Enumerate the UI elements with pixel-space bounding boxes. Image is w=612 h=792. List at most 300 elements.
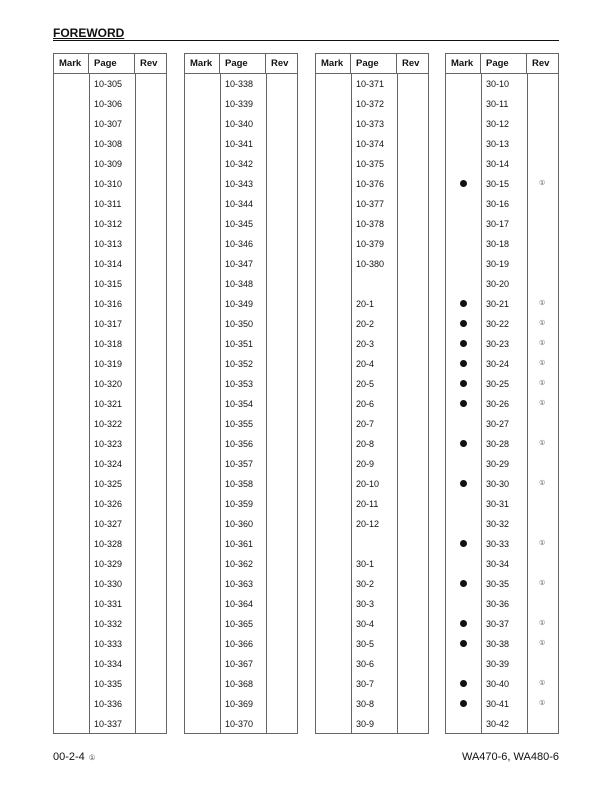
mark-cell — [316, 454, 351, 474]
mark-cell — [446, 194, 481, 214]
table-header — [185, 54, 297, 74]
page-cell — [356, 274, 396, 294]
mark-cell — [446, 254, 481, 274]
mark-cell — [316, 374, 351, 394]
page-cell: 10-334 — [94, 659, 123, 669]
rev-cell — [147, 74, 167, 94]
page-cell: 10-350 — [225, 319, 254, 329]
mark-cell — [54, 114, 89, 134]
rev-cell — [147, 154, 167, 174]
rev-cell — [278, 74, 298, 94]
page-cell: 10-326 — [94, 499, 123, 509]
table-row — [446, 134, 558, 154]
table-row — [54, 374, 166, 394]
page-column-header: Page — [220, 54, 266, 74]
mark-cell — [316, 674, 351, 694]
page-cell: 10-319 — [94, 359, 123, 369]
rev-cell — [409, 374, 429, 394]
page-cell: 10-312 — [94, 219, 123, 229]
table-row — [446, 414, 558, 434]
rev-cell: ① — [539, 580, 546, 587]
page-cell: 10-351 — [225, 339, 254, 349]
rev-cell — [147, 374, 167, 394]
mark-cell — [54, 334, 89, 354]
rev-cell — [147, 354, 167, 374]
rev-cell: ① — [539, 320, 546, 327]
page-cell: 10-341 — [225, 139, 254, 149]
rev-cell — [409, 714, 429, 734]
table-row — [185, 654, 297, 674]
mark-cell — [54, 614, 89, 634]
table-row — [54, 574, 166, 594]
page-cell: 20-4 — [356, 359, 375, 369]
mark-cell — [185, 274, 220, 294]
rev-cell — [147, 534, 167, 554]
table-row — [316, 194, 428, 214]
table-row — [316, 474, 428, 494]
table-row — [185, 434, 297, 454]
mark-cell — [316, 174, 351, 194]
page-cell: 30-12 — [486, 119, 510, 129]
page-cell: 10-364 — [225, 599, 254, 609]
page-cell: 10-336 — [94, 699, 123, 709]
rev-cell — [539, 554, 559, 574]
mark-cell — [185, 694, 220, 714]
table-row — [185, 234, 297, 254]
rev-cell — [278, 254, 298, 274]
page-cell: 30-15 — [486, 179, 510, 189]
rev-cell — [147, 614, 167, 634]
mark-cell — [54, 434, 89, 454]
table-row — [54, 194, 166, 214]
rev-cell — [539, 234, 559, 254]
table-row — [185, 274, 297, 294]
table-row — [54, 494, 166, 514]
rev-cell — [409, 494, 429, 514]
rev-cell — [409, 234, 429, 254]
mark-column-header: Mark — [446, 54, 481, 74]
page-cell: 10-320 — [94, 379, 123, 389]
table-row — [316, 654, 428, 674]
page-cell: 10-365 — [225, 619, 254, 629]
table-row — [185, 414, 297, 434]
mark-cell — [316, 94, 351, 114]
rev-cell — [147, 334, 167, 354]
page-cell: 10-339 — [225, 99, 254, 109]
mark-cell — [185, 634, 220, 654]
table-row — [54, 634, 166, 654]
page-cell: 30-14 — [486, 159, 510, 169]
rev-cell — [539, 134, 559, 154]
table-row — [446, 634, 558, 654]
table-row — [446, 234, 558, 254]
rev-cell — [147, 414, 167, 434]
mark-cell — [316, 634, 351, 654]
mark-cell — [446, 394, 481, 414]
mark-cell — [316, 554, 351, 574]
rev-cell — [409, 674, 429, 694]
rev-cell — [278, 334, 298, 354]
page-cell: 10-347 — [225, 259, 254, 269]
page-cell: 10-325 — [94, 479, 123, 489]
rev-cell: ① — [539, 340, 546, 347]
bullet-icon — [460, 400, 467, 407]
page-cell: 30-10 — [486, 79, 510, 89]
table-row — [446, 574, 558, 594]
mark-cell — [446, 454, 481, 474]
mark-cell — [446, 634, 481, 654]
table-row — [54, 154, 166, 174]
mark-cell — [316, 614, 351, 634]
page-cell: 30-11 — [486, 99, 509, 109]
rev-cell — [278, 154, 298, 174]
page-number: 00-2-4 — [53, 751, 85, 763]
mark-cell — [185, 654, 220, 674]
page-cell: 30-40 — [486, 679, 510, 689]
mark-cell — [54, 594, 89, 614]
mark-cell — [446, 514, 481, 534]
page-cell: 30-31 — [486, 499, 510, 509]
page-cell: 10-357 — [225, 459, 254, 469]
table-row — [185, 474, 297, 494]
rev-cell — [147, 454, 167, 474]
mark-cell — [185, 614, 220, 634]
page-cell: 10-359 — [225, 499, 254, 509]
page-cell — [356, 534, 396, 554]
table-row — [316, 434, 428, 454]
page-cell: 10-360 — [225, 519, 254, 529]
table-row — [185, 114, 297, 134]
mark-cell — [316, 574, 351, 594]
rev-cell — [278, 714, 298, 734]
page-cell: 10-329 — [94, 559, 123, 569]
table-row — [185, 394, 297, 414]
table-row — [54, 234, 166, 254]
table-row — [185, 714, 297, 734]
rev-cell — [278, 314, 298, 334]
rev-cell — [539, 494, 559, 514]
rev-cell — [278, 434, 298, 454]
rev-cell — [147, 94, 167, 114]
table-row — [316, 394, 428, 414]
rev-cell: ① — [539, 540, 546, 547]
page-cell: 30-29 — [486, 459, 510, 469]
rev-cell: ① — [539, 680, 546, 687]
table-row — [54, 534, 166, 554]
table-row — [54, 254, 166, 274]
rev-cell — [278, 614, 298, 634]
rev-cell — [409, 394, 429, 414]
page-cell: 30-22 — [486, 319, 510, 329]
page-cell: 10-318 — [94, 339, 123, 349]
page-cell: 10-348 — [225, 279, 254, 289]
mark-cell — [185, 494, 220, 514]
mark-cell — [316, 354, 351, 374]
rev-cell — [409, 694, 429, 714]
table-row — [316, 614, 428, 634]
page-cell: 10-317 — [94, 319, 123, 329]
table-row — [316, 354, 428, 374]
table-row — [446, 194, 558, 214]
mark-cell — [316, 694, 351, 714]
mark-cell — [316, 334, 351, 354]
table-row — [54, 294, 166, 314]
page-header — [53, 27, 559, 41]
rev-cell — [409, 194, 429, 214]
page-cell: 30-30 — [486, 479, 510, 489]
page-cell: 10-361 — [225, 539, 254, 549]
mark-cell — [185, 354, 220, 374]
mark-cell — [185, 594, 220, 614]
page-cell: 30-8 — [356, 699, 375, 709]
rev-cell — [539, 94, 559, 114]
bullet-icon — [460, 320, 467, 327]
page-cell: 30-18 — [486, 239, 510, 249]
page-cell: 30-25 — [486, 379, 510, 389]
mark-cell — [185, 194, 220, 214]
rev-cell — [539, 714, 559, 734]
page-cell: 30-36 — [486, 599, 510, 609]
page-cell: 30-5 — [356, 639, 375, 649]
table-row — [316, 414, 428, 434]
mark-cell — [54, 714, 89, 734]
page-cell: 10-352 — [225, 359, 254, 369]
mark-cell — [54, 474, 89, 494]
table-row — [54, 94, 166, 114]
mark-cell — [446, 714, 481, 734]
page-cell: 30-9 — [356, 719, 375, 729]
rev-cell — [409, 414, 429, 434]
rev-cell — [147, 194, 167, 214]
mark-cell — [54, 554, 89, 574]
mark-cell — [54, 514, 89, 534]
mark-cell — [316, 414, 351, 434]
page-cell: 30-4 — [356, 619, 375, 629]
page-cell: 30-35 — [486, 579, 510, 589]
rev-cell — [278, 454, 298, 474]
table-header — [54, 54, 166, 74]
page-cell: 10-374 — [356, 139, 385, 149]
page-cell: 10-366 — [225, 639, 254, 649]
table-row — [446, 654, 558, 674]
page-cell: 10-368 — [225, 679, 254, 689]
table-row — [316, 554, 428, 574]
table-row — [54, 514, 166, 534]
mark-cell — [446, 94, 481, 114]
table-row — [54, 674, 166, 694]
page-cell: 30-3 — [356, 599, 375, 609]
table-row — [54, 214, 166, 234]
mark-cell — [185, 454, 220, 474]
rev-cell — [278, 214, 298, 234]
page-cell: 10-338 — [225, 79, 254, 89]
rev-cell — [147, 254, 167, 274]
page-cell: 20-2 — [356, 319, 375, 329]
table-row — [316, 294, 428, 314]
rev-cell — [147, 294, 167, 314]
page-cell: 10-369 — [225, 699, 254, 709]
mark-cell — [185, 294, 220, 314]
page-cell: 30-17 — [486, 219, 510, 229]
mark-cell — [446, 534, 481, 554]
mark-cell — [316, 474, 351, 494]
rev-column-header: Rev — [271, 58, 289, 69]
page-cell: 30-37 — [486, 619, 510, 629]
table-row — [446, 494, 558, 514]
page-cell: 30-26 — [486, 399, 510, 409]
bullet-icon — [460, 340, 467, 347]
rev-cell — [147, 594, 167, 614]
table-row — [185, 194, 297, 214]
mark-cell — [185, 74, 220, 94]
rev-cell — [409, 574, 429, 594]
rev-cell — [539, 414, 559, 434]
table-row — [446, 594, 558, 614]
mark-column-header: Mark — [185, 54, 220, 74]
page-cell: 10-344 — [225, 199, 254, 209]
mark-cell — [446, 674, 481, 694]
page-cell: 10-354 — [225, 399, 254, 409]
page-cell: 10-356 — [225, 439, 254, 449]
rev-cell — [278, 554, 298, 574]
rev-cell — [278, 174, 298, 194]
page-revision-mark: ① — [88, 753, 96, 762]
table-row — [185, 514, 297, 534]
mark-cell — [446, 374, 481, 394]
table-row — [185, 534, 297, 554]
rev-column-header: Rev — [532, 58, 550, 69]
rev-cell — [278, 114, 298, 134]
table-row — [185, 574, 297, 594]
mark-cell — [316, 394, 351, 414]
mark-cell — [54, 274, 89, 294]
mark-cell — [316, 314, 351, 334]
mark-cell — [316, 114, 351, 134]
footer-model: WA470-6, WA480-6 — [461, 751, 559, 763]
table-body — [185, 74, 297, 734]
mark-cell — [54, 254, 89, 274]
table-row — [185, 494, 297, 514]
table-row — [446, 74, 558, 94]
mark-cell — [446, 154, 481, 174]
rev-cell — [147, 634, 167, 654]
page-cell: 20-3 — [356, 339, 375, 349]
rev-cell — [278, 274, 298, 294]
rev-cell — [409, 294, 429, 314]
page-cell: 30-6 — [356, 659, 375, 669]
table-row — [54, 394, 166, 414]
page-cell: 10-363 — [225, 579, 254, 589]
mark-cell — [185, 374, 220, 394]
page-cell: 10-375 — [356, 159, 385, 169]
rev-cell: ① — [539, 700, 546, 707]
mark-cell — [446, 654, 481, 674]
mark-cell — [446, 554, 481, 574]
table-row — [54, 454, 166, 474]
table-row — [54, 474, 166, 494]
page-cell: 10-332 — [94, 619, 123, 629]
rev-cell — [147, 234, 167, 254]
table-row — [446, 554, 558, 574]
rev-cell — [278, 94, 298, 114]
table-row — [54, 614, 166, 634]
page-cell: 10-378 — [356, 219, 385, 229]
table-row — [316, 714, 428, 734]
mark-cell — [185, 414, 220, 434]
table-row — [446, 674, 558, 694]
table-row — [185, 594, 297, 614]
mark-cell — [185, 474, 220, 494]
rev-cell — [539, 654, 559, 674]
mark-cell — [185, 314, 220, 334]
mark-cell — [54, 74, 89, 94]
page-cell: 20-1 — [356, 299, 375, 309]
page-cell: 10-370 — [225, 719, 254, 729]
rev-cell — [147, 514, 167, 534]
rev-cell — [147, 134, 167, 154]
table-row — [316, 254, 428, 274]
table-row — [316, 274, 428, 294]
bullet-icon — [460, 620, 467, 627]
rev-column-header: Rev — [140, 58, 158, 69]
rev-cell — [147, 434, 167, 454]
page-column-header: Page — [89, 54, 135, 74]
mark-cell — [316, 234, 351, 254]
page-cell: 10-306 — [94, 99, 123, 109]
rev-cell: ① — [539, 180, 546, 187]
table-row — [316, 134, 428, 154]
table-row — [54, 414, 166, 434]
mark-cell — [316, 594, 351, 614]
page-cell: 30-42 — [486, 719, 510, 729]
revision-table-3 — [315, 53, 429, 734]
rev-cell: ① — [539, 400, 546, 407]
mark-cell — [316, 154, 351, 174]
rev-cell — [409, 214, 429, 234]
page-cell: 10-321 — [94, 399, 123, 409]
page-cell: 20-6 — [356, 399, 375, 409]
table-row — [54, 314, 166, 334]
table-row — [185, 454, 297, 474]
table-row — [316, 514, 428, 534]
page-cell: 20-7 — [356, 419, 375, 429]
rev-cell: ① — [539, 620, 546, 627]
mark-column-header: Mark — [54, 54, 89, 74]
rev-cell: ① — [539, 640, 546, 647]
rev-cell — [278, 414, 298, 434]
page-cell: 10-355 — [225, 419, 254, 429]
rev-cell — [539, 194, 559, 214]
rev-cell — [409, 594, 429, 614]
rev-cell — [409, 314, 429, 334]
rev-cell — [539, 254, 559, 274]
mark-cell — [54, 574, 89, 594]
rev-cell — [278, 694, 298, 714]
mark-cell — [316, 274, 351, 294]
mark-cell — [316, 714, 351, 734]
mark-cell — [446, 494, 481, 514]
table-row — [185, 174, 297, 194]
table-row — [316, 174, 428, 194]
rev-cell — [278, 574, 298, 594]
table-row — [54, 74, 166, 94]
page-cell: 30-41 — [486, 699, 510, 709]
rev-cell — [278, 654, 298, 674]
rev-cell — [147, 694, 167, 714]
table-row — [316, 374, 428, 394]
rev-cell — [539, 114, 559, 134]
mark-cell — [316, 654, 351, 674]
